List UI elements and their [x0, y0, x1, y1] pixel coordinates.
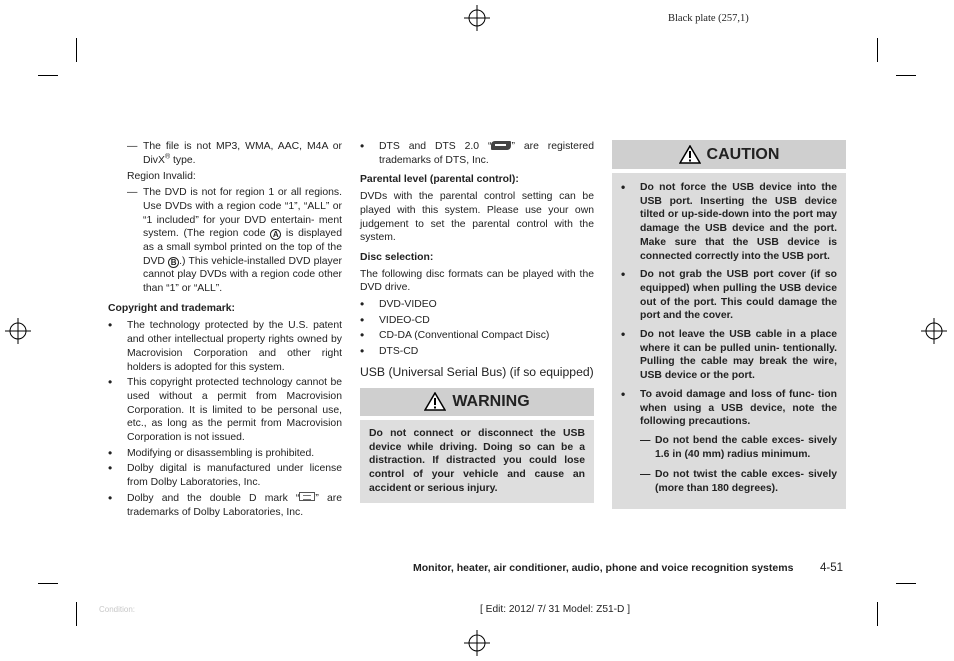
caution-item: • To avoid damage and loss of func- tion when using a USB device, note the following precautions. [621, 386, 837, 428]
disc-format-item: • DTS-CD [360, 344, 419, 359]
disc-selection-text: The following disc formats can be played with the DVD drive. [360, 268, 594, 294]
copyright-heading: Copyright and trademark: [108, 302, 236, 314]
disc-format-item: • DVD-VIDEO [360, 297, 437, 312]
warning-triangle-icon [424, 392, 446, 411]
bullet-icon: • [108, 461, 113, 476]
crop-mark [38, 583, 58, 584]
crop-mark [76, 38, 77, 62]
registration-mark-top [464, 5, 490, 31]
section-title: Monitor, heater, air conditioner, audio, phone and voice recognition systems [413, 562, 794, 574]
file-type-text: The file is not MP3, WMA, AAC, M4A or DivX [143, 141, 342, 166]
bullet-icon: • [621, 327, 626, 342]
region-invalid-label: Region Invalid: [127, 171, 196, 183]
dts-logo-icon [491, 141, 511, 150]
warning-text: Do not connect or disconnect the USB device while driving. Doing so can be a distraction. If distracted you could lose control of your vehicle and cause an accident or serious injury. [360, 420, 594, 504]
usb-heading: USB (Universal Serial Bus) (if so equipped) [360, 364, 594, 379]
bullet-icon: • [360, 297, 365, 312]
file-type-end: type. [170, 154, 196, 166]
caution-header [612, 140, 846, 173]
circle-b-icon: B [168, 257, 179, 268]
registered-mark: ® [164, 153, 171, 161]
registration-mark-bottom [464, 630, 490, 656]
list-item: • Modifying or disassembling is prohibited. [108, 445, 315, 460]
disc-selection-heading: Disc selection: [360, 251, 434, 263]
list-item: • DTS and DTS 2.0 “ ” are registered trademarks of DTS, Inc. [360, 139, 594, 166]
region-text-c: .) This vehicle-installed DVD player cannot play DVDs with a region code other than “1” or “ALL”. [143, 255, 342, 295]
caution-body [612, 173, 846, 509]
dash-item-region: — The DVD is not for region 1 or all regions. Use DVDs with a region code “1”, “ALL” or “1 included” for your DVD entertain- ment system. (The region code A is displayed as a small symbol printed on the top of the DVD B .) This vehicle-installed DVD player cannot play DVDs with a region code other than “1” or “ALL”. [127, 187, 342, 295]
dolby-logo-icon [299, 492, 315, 501]
warning-title: WARNING [452, 392, 530, 410]
parental-heading: Parental level (parental control): [360, 174, 519, 186]
disc-format-item: • VIDEO-CD [360, 312, 430, 327]
caution-subitem: — Do not twist the cable exces- sively (more than 180 degrees). [640, 469, 837, 495]
caution-triangle-icon [679, 145, 701, 164]
caution-box [612, 140, 846, 509]
registration-mark-right [921, 318, 947, 344]
caution-item: • Do not force the USB device into the USB port. Inserting the USB device tilted or up-side-down into the port may damage the USB device and the port. Make sure that the USB device is connected correctly into the USB port. [621, 180, 837, 262]
region-text-a: The DVD is not for region 1 or all regions. Use DVDs with a region code “1”, “ALL” or “1 included” for your DVD entertain- ment system. (The region code [143, 187, 342, 240]
parental-text: DVDs with the parental control setting can be played with this system. Please use your own judgement to set the parental control with the system. [360, 191, 594, 244]
column-middle [360, 140, 594, 503]
crop-mark [38, 75, 58, 76]
plate-label: Black plate (257,1) [668, 13, 749, 24]
bullet-icon: • [108, 375, 113, 390]
list-item: • Dolby and the double D mark “ ” are trademarks of Dolby Laboratories, Inc. [108, 490, 342, 518]
crop-mark [76, 602, 77, 626]
dash-item-file-type: — The file is not MP3, WMA, AAC, M4A or DivX® type. [127, 141, 342, 166]
bullet-icon: • [360, 328, 365, 343]
bullet-icon: • [621, 267, 626, 282]
bullet-icon: • [621, 386, 626, 401]
disc-format-item: • CD-DA (Conventional Compact Disc) [360, 328, 550, 343]
warning-header [360, 388, 594, 420]
column-left [108, 140, 342, 521]
registration-mark-left [5, 318, 31, 344]
circle-a-icon: A [270, 229, 281, 240]
bullet-icon: • [360, 312, 365, 327]
bullet-icon: • [108, 318, 113, 333]
crop-mark [896, 75, 916, 76]
caution-subitem: — Do not bend the cable exces- sively 1.6 in (40 mm) radius minimum. [640, 434, 837, 460]
crop-mark [877, 602, 878, 626]
condition-label: Condition: [99, 605, 136, 614]
bullet-icon: • [360, 139, 365, 153]
bullet-icon: • [108, 445, 113, 460]
list-item: • The technology protected by the U.S. patent and other intellectual property rights owned by Macrovision Corporation and other right holders is adopted for this system. [108, 318, 342, 373]
caution-item: • Do not grab the USB port cover (if so equipped) when pulling the USB device out of the port. This could damage the port and the cover. [621, 267, 837, 322]
bullet-icon: • [108, 490, 113, 505]
list-item: • This copyright protected technology cannot be used without a permit from Macrovision Corporation. It is limited to be personal use, etc., as long as the permit from Macrovision Corporation is not issued. [108, 375, 342, 444]
crop-mark [896, 583, 916, 584]
region-text-b: is displayed as a small symbol printed on the top of the DVD [143, 228, 342, 267]
caution-title: CAUTION [706, 145, 780, 163]
bullet-icon: • [360, 344, 365, 359]
bullet-icon: • [621, 180, 626, 194]
page-number: 4-51 [820, 562, 844, 574]
list-item: • Dolby digital is manufactured under license from Dolby Laboratories, Inc. [108, 461, 342, 489]
column-right [612, 140, 846, 509]
caution-item: • Do not leave the USB cable in a place where it can be pulled unin- tentionally. Pulling the cable may break the wire, USB device or the port. [621, 327, 837, 382]
crop-mark [877, 38, 878, 62]
warning-box [360, 388, 594, 504]
edit-info: [ Edit: 2012/ 7/ 31 Model: Z51-D ] [480, 604, 631, 615]
